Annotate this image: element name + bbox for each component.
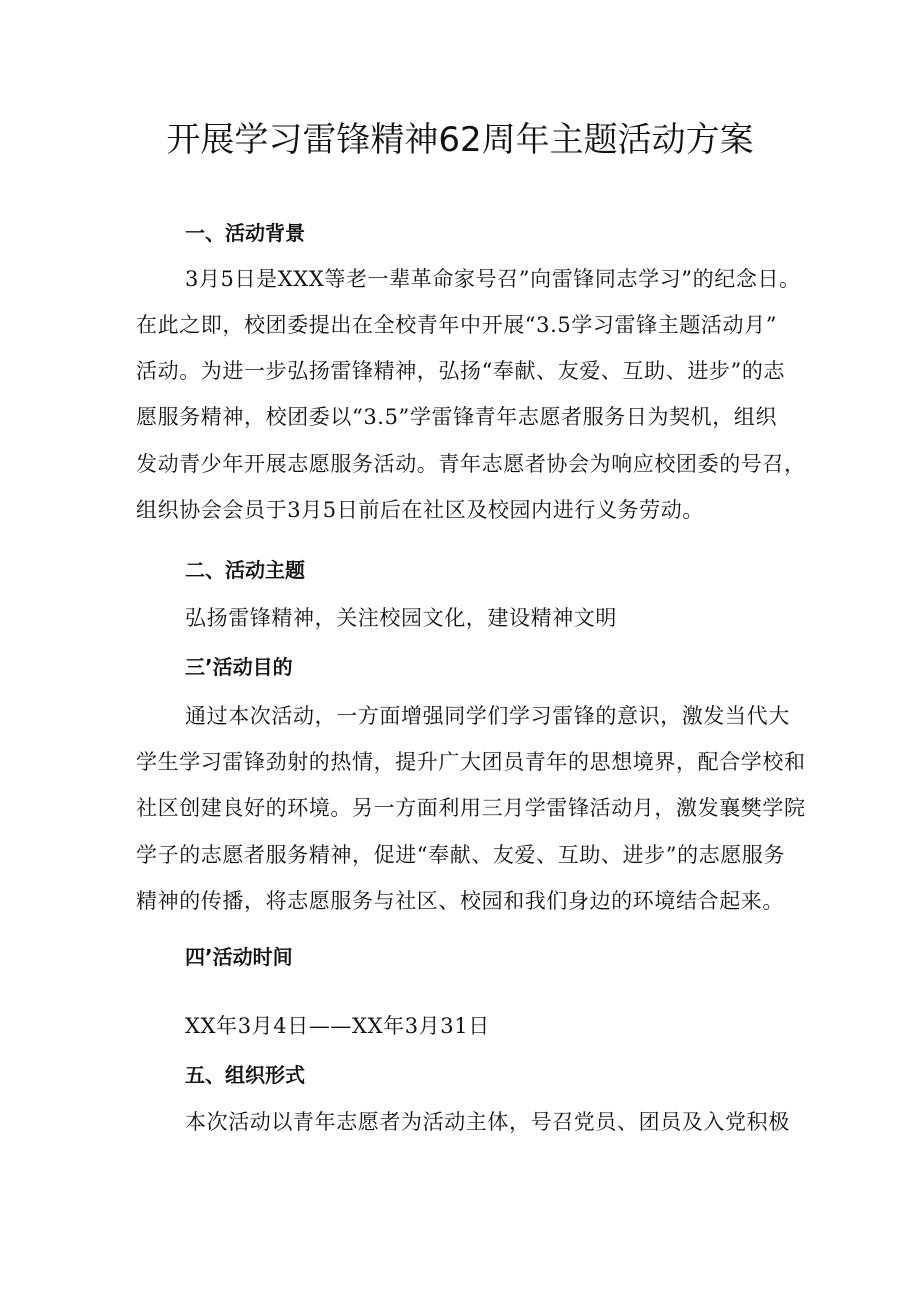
paragraph-line: 学子的志愿者服务精神，促进“奉献、友爱、互助、进步”的志愿服务	[136, 843, 786, 867]
document-title: 开展学习雷锋精神62周年主题活动方案	[166, 120, 754, 160]
section-heading-organization: 五、组织形式	[185, 1063, 305, 1087]
paragraph-line: 弘扬雷锋精神，关注校园文化，建设精神文明	[185, 606, 617, 630]
paragraph-line: XX年3月4日——XX年3月31日	[185, 1014, 490, 1038]
paragraph-line: 社区创建良好的环境。另一方面利用三月学雷锋活动月，激发襄樊学院	[136, 796, 806, 820]
paragraph-line: 组织协会会员于3月5日前后在社区及校园内进行义务劳动。	[136, 498, 704, 522]
section-heading-theme: 二、活动主题	[185, 558, 305, 582]
paragraph-line: 通过本次活动，一方面增强同学们学习雷锋的意识，激发当代大	[185, 704, 790, 728]
paragraph-line: 本次活动以青年志愿者为活动主体，号召党员、团员及入党积极	[185, 1110, 790, 1134]
paragraph-line: 学生学习雷锋劲射的热情，提升广大团员青年的思想境界，配合学校和	[136, 750, 806, 774]
paragraph-line: 3月5日是XXX等老一辈革命家号召”向雷锋同志学习”的纪念日。	[185, 267, 801, 291]
paragraph-line: 在此之即，校团委提出在全校青年中开展“3.5学习雷锋主题活动月”	[136, 313, 778, 337]
paragraph-line: 发动青少年开展志愿服务活动。青年志愿者协会为响应校团委的号召，	[136, 452, 806, 476]
section-heading-background: 一、活动背景	[185, 221, 305, 245]
paragraph-line: 活动。为进一步弘扬雷锋精神，弘扬“奉献、友爱、互助、进步”的志	[136, 359, 786, 383]
section-heading-time: 四’活动时间	[185, 945, 293, 969]
paragraph-line: 精神的传播，将志愿服务与社区、校园和我们身边的环境结合起来。	[136, 889, 784, 913]
paragraph-line: 愿服务精神，校团委以“3.5”学雷锋青年志愿者服务日为契机，组织	[136, 405, 778, 429]
section-heading-purpose: 三’活动目的	[185, 655, 293, 679]
